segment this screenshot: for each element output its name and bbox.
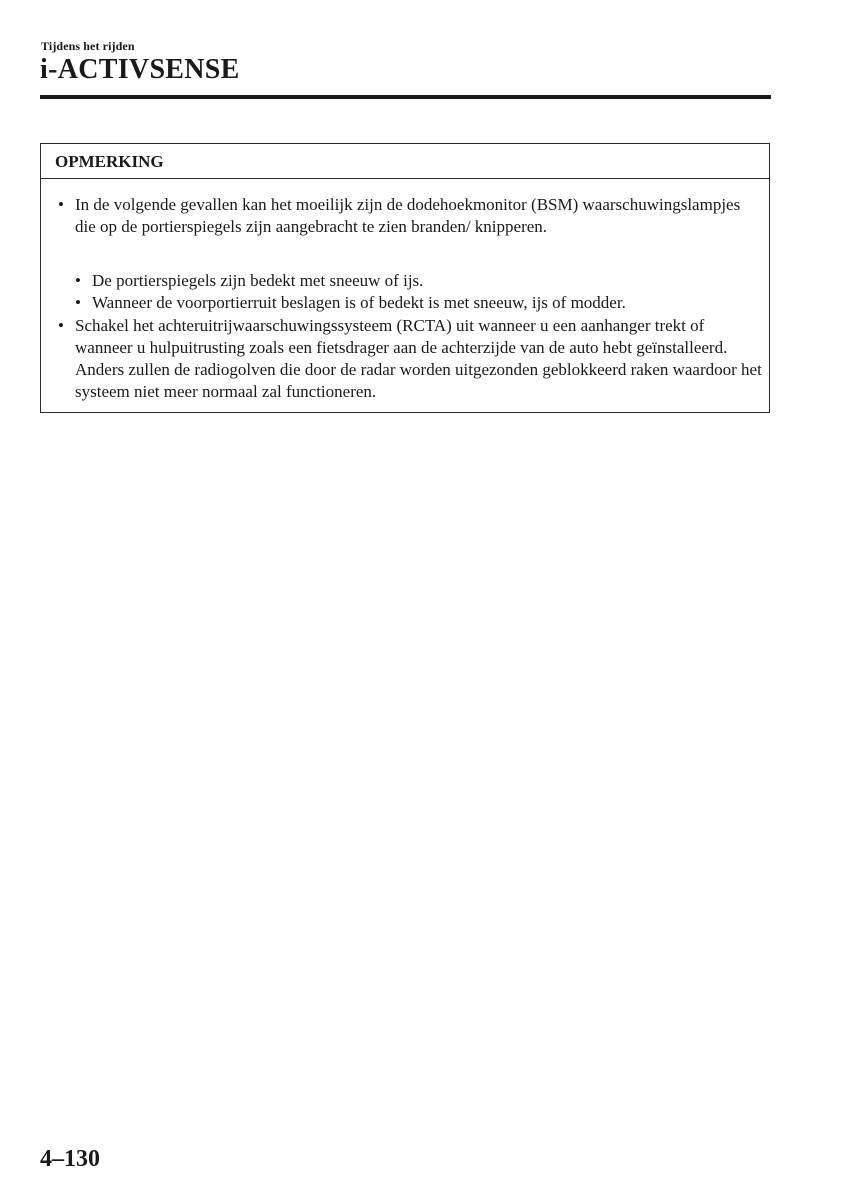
bullet-icon: • xyxy=(58,316,64,335)
page-title: i-ACTIVSENSE xyxy=(40,54,240,85)
note-sub-item xyxy=(75,270,765,292)
note-sub-item xyxy=(75,292,765,314)
note-sub-item-text: De portierspiegels zijn bedekt met sneeuw of ijs. xyxy=(92,271,424,290)
note-item xyxy=(58,194,763,238)
note-item xyxy=(58,315,763,403)
note-item-text: In de volgende gevallen kan het moeilijk zijn de dodehoekmonitor (BSM) waarschuwingslampjes die op de portierspiegels zijn aangebracht te zien branden/ knipperen. xyxy=(75,195,741,236)
title-divider xyxy=(40,95,771,99)
bullet-icon: • xyxy=(75,271,81,290)
note-box xyxy=(40,143,770,413)
page-number: 4–130 xyxy=(40,1146,100,1172)
section-label: Tijdens het rijden xyxy=(41,39,135,53)
note-item-text: Schakel het achteruitrijwaarschuwingssysteem (RCTA) uit wanneer u een aanhanger trekt of wanneer u hulpuitrusting zoals een fietsdrager aan de achterzijde van de auto hebt geïnstalleerd. Anders zullen de radiogolven die door de radar worden uitgezonden geblokkeerd raken waardoor het systeem niet meer normaal zal functioneren. xyxy=(75,316,762,401)
note-heading: OPMERKING xyxy=(41,144,769,179)
note-sub-item-text: Wanneer de voorportierruit beslagen is of bedekt is met sneeuw, ijs of modder. xyxy=(92,293,626,312)
bullet-icon: • xyxy=(58,195,64,214)
bullet-icon: • xyxy=(75,293,81,312)
